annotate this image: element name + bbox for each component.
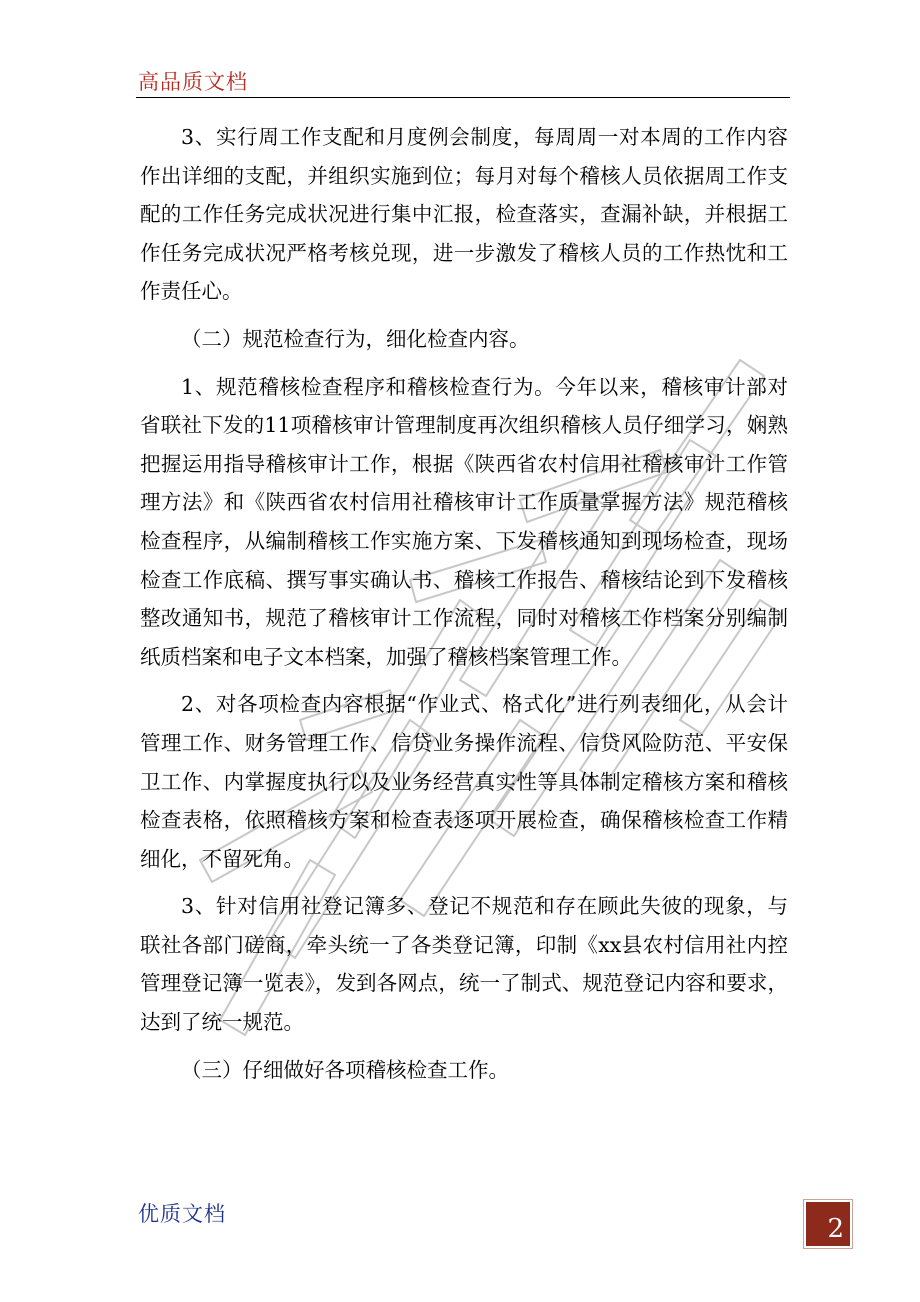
paragraph-2: 1、规范稽核检查程序和稽核检查行为。今年以来，稽核审计部对省联社下发的11项稽核审计管理制度再次组织稽核人员仔细学习，娴熟把握运用指导稽核审计工作，根据《陕西省农村信用社稽核审计工作管理方法》和《陕西省农村信用社稽核审计工作质量掌握方法》规范稽核检查程序，从编制稽核工作实施方案、下发稽核通知到现场检查，现场检查工作底稿、撰写事实确认书、稽核工作报告、稽核结论到下发稽核整改通知书，规范了稽核审计工作流程，同时对稽核工作档案分别编制纸质档案和电子文本档案，加强了稽核档案管理工作。 <box>140 374 788 669</box>
paragraph-1: 3、实行周工作支配和月度例会制度，每周周一对本周的工作内容作出详细的支配，并组织实施到位；每月对每个稽核人员依据周工作支配的工作任务完成状况进行集中汇报，检查落实，查漏补缺，并根据工作任务完成状况严格考核兑现，进一步激发了稽核人员的工作热忱和工作责任心。 <box>140 125 788 304</box>
header-divider <box>136 97 790 98</box>
document-body <box>140 118 788 1089</box>
section-heading-3: （三）仔细做好各项稽核检查工作。 <box>181 1057 509 1082</box>
footer-title: 优质文档 <box>138 1202 226 1226</box>
section-heading-2: （二）规范检查行为，细化检查内容。 <box>181 326 530 351</box>
paragraph-3: 2、对各项检查内容根据“作业式、格式化”进行列表细化，从会计管理工作、财务管理工作、信贷业务操作流程、信贷风险防范、平安保卫工作、内掌握度执行以及业务经营真实性等具体制定稽核方案和稽核检查表格，依照稽核方案和检查表逐项开展检查，确保稽核检查工作精细化，不留死角。 <box>140 692 788 871</box>
page-number-badge: 2 <box>806 1202 850 1246</box>
paragraph-4: 3、针对信用社登记簿多、登记不规范和存在顾此失彼的现象，与联社各部门磋商，牵头统一了各类登记簿，印制《xx县农村信用社内控管理登记簿一览表》，发到各网点，统一了制式、规范登记内容和要求，达到了统一规范。 <box>140 894 788 1035</box>
header-title: 高品质文档 <box>138 70 248 94</box>
